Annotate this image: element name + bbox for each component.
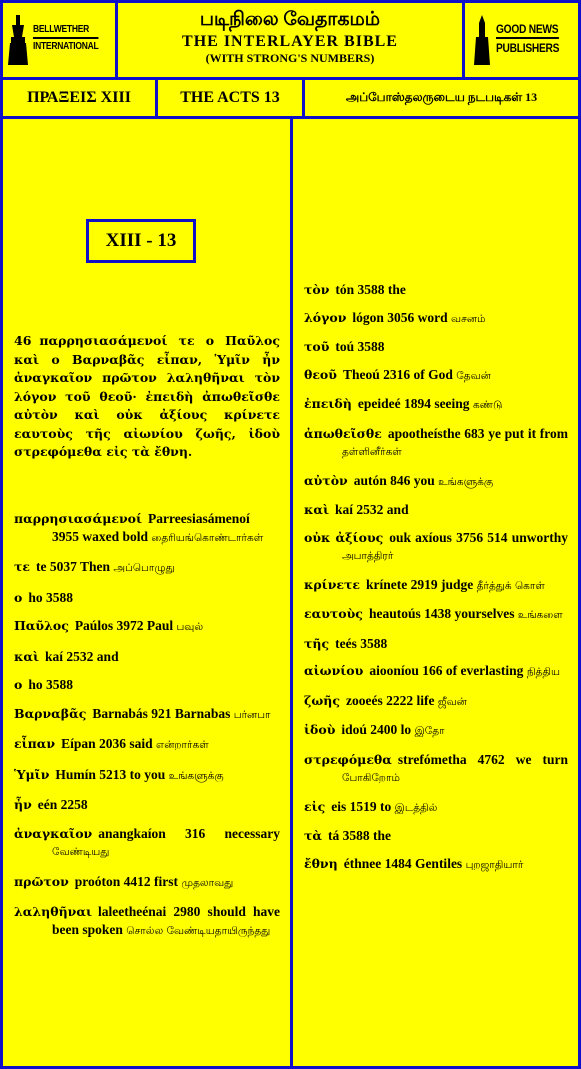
word-entry bbox=[304, 662, 568, 682]
word-entry bbox=[304, 529, 568, 566]
transliteration-gloss: tá 3588 the bbox=[328, 828, 392, 843]
tamil-gloss: தீர்த்துக் கொள் bbox=[476, 579, 545, 592]
logo-line-2: INTERNATIONAL bbox=[33, 41, 99, 52]
logo-line-1: BELLWETHER bbox=[33, 24, 98, 39]
greek-word: παρρησιασάμενοί bbox=[14, 511, 143, 526]
word-entry bbox=[304, 366, 568, 386]
greek-word: τῆς bbox=[304, 635, 330, 651]
word-entry bbox=[304, 501, 568, 519]
word-entry bbox=[304, 472, 568, 492]
good-news-logo-box bbox=[462, 0, 581, 80]
word-entry bbox=[304, 425, 568, 462]
tamil-gloss: அபாத்திரர் bbox=[342, 550, 394, 562]
greek-word: αἰωνίου bbox=[304, 663, 364, 678]
tower-icon bbox=[472, 15, 492, 65]
logo-line-2: PUBLISHERS bbox=[496, 41, 560, 55]
transliteration-gloss: heautoús 1438 yourselves bbox=[368, 606, 518, 621]
greek-word: λόγον bbox=[304, 309, 347, 325]
transliteration-gloss: Humín 5213 to you bbox=[55, 766, 169, 782]
tamil-gloss: ஜீவன் bbox=[437, 695, 467, 708]
word-entry bbox=[14, 903, 280, 940]
tamil-gloss: உங்களுக்கு bbox=[168, 769, 224, 782]
word-entry bbox=[304, 751, 568, 788]
transliteration-gloss: proóton 4412 first bbox=[74, 873, 182, 889]
transliteration-gloss: Eípan 2036 said bbox=[61, 736, 157, 751]
transliteration-gloss: tón 3588 the bbox=[335, 282, 406, 297]
english-book-label: THE ACTS 13 bbox=[180, 89, 280, 106]
word-entry bbox=[14, 705, 280, 725]
right-word-list bbox=[304, 281, 568, 884]
greek-word: λαληθῆναι bbox=[14, 904, 93, 919]
word-entry bbox=[14, 510, 280, 547]
word-entry bbox=[304, 338, 568, 356]
tamil-gloss: தள்ளினீர்கள் bbox=[342, 446, 402, 458]
greek-word: αὐτὸν bbox=[304, 472, 348, 488]
tamil-gloss: கண்டு bbox=[472, 399, 503, 411]
greek-word: θεοῦ bbox=[304, 366, 337, 382]
title-tamil: படிநிலை வேதாகமம் bbox=[199, 9, 381, 30]
word-entry bbox=[304, 576, 568, 596]
transliteration-gloss: ho 3588 bbox=[28, 589, 73, 605]
word-entry bbox=[304, 798, 568, 818]
greek-word: ἀπωθεῖσθε bbox=[304, 425, 382, 441]
tamil-gloss: பவுல் bbox=[176, 621, 204, 633]
word-entry bbox=[14, 617, 280, 637]
greek-word: οὐκ ἀξίους bbox=[304, 529, 384, 545]
verse-number: 46 bbox=[14, 333, 32, 348]
good-news-logo-text bbox=[496, 22, 559, 58]
transliteration-gloss: ho 3588 bbox=[28, 677, 73, 692]
greek-word: πρῶτον bbox=[14, 873, 69, 889]
greek-word: τὸν bbox=[304, 282, 330, 297]
title-box bbox=[115, 0, 465, 80]
transliteration-gloss: Paúlos 3972 Paul bbox=[74, 618, 177, 633]
tamil-gloss: முதலாவது bbox=[181, 876, 234, 889]
logo-line-1: GOOD NEWS bbox=[496, 22, 559, 39]
greek-word: τοῦ bbox=[304, 339, 330, 354]
tamil-gloss: புறஜாதியார் bbox=[465, 858, 524, 871]
transliteration-gloss: ouk axíous 3756 514 unworthy bbox=[389, 529, 568, 545]
tamil-gloss: வேண்டியது bbox=[52, 846, 110, 858]
greek-book-label-box bbox=[0, 77, 158, 119]
greek-word: ζωῆς bbox=[304, 692, 341, 708]
tamil-gloss: போகிறோம் bbox=[342, 772, 400, 784]
word-entry bbox=[304, 395, 568, 415]
tamil-gloss: என்றார்கள் bbox=[156, 739, 209, 751]
word-entry bbox=[14, 766, 280, 786]
verse-text bbox=[14, 332, 280, 462]
greek-word: ο bbox=[14, 677, 23, 692]
transliteration-gloss: anangkaíon 316 necessary bbox=[98, 825, 280, 841]
greek-word: στρεφόμεθα bbox=[304, 751, 392, 767]
tamil-gloss: நித்திய bbox=[526, 666, 560, 678]
word-entry bbox=[14, 796, 280, 814]
tamil-gloss: வசனம் bbox=[451, 312, 486, 325]
greek-word: ἦν bbox=[14, 797, 32, 812]
transliteration-gloss: krínete 2919 judge bbox=[366, 576, 477, 592]
word-entry bbox=[14, 558, 280, 578]
greek-word: ἀναγκαῖον bbox=[14, 825, 93, 841]
transliteration-gloss: éthnee 1484 Gentiles bbox=[343, 855, 466, 871]
english-book-label-box bbox=[155, 77, 305, 119]
transliteration-gloss: Barnabás 921 Barnabas bbox=[92, 705, 234, 721]
word-entry bbox=[14, 676, 280, 694]
transliteration-gloss: aiooníou 166 of everlasting bbox=[369, 663, 527, 678]
transliteration-gloss: toú 3588 bbox=[335, 339, 385, 354]
word-entry bbox=[14, 825, 280, 862]
word-entry bbox=[304, 635, 568, 653]
word-entry bbox=[14, 589, 280, 607]
tamil-book-label: அப்போஸ்தலருடைய நடபடிகள் 13 bbox=[345, 90, 538, 104]
good-news-logo bbox=[472, 15, 570, 65]
greek-word: Βαρναβᾶς bbox=[14, 705, 87, 721]
greek-word: εαυτοὺς bbox=[304, 606, 363, 621]
greek-word: εἶπαν bbox=[14, 736, 56, 751]
tamil-gloss: இடத்தில் bbox=[394, 801, 438, 814]
transliteration-gloss: strefómetha 4762 we turn bbox=[397, 751, 568, 767]
greek-word: κρίνετε bbox=[304, 576, 361, 592]
greek-word: Ὑμῖν bbox=[14, 766, 50, 782]
word-entry bbox=[304, 692, 568, 712]
tamil-gloss: இதோ bbox=[414, 725, 445, 737]
transliteration-gloss: eén 2258 bbox=[37, 797, 88, 812]
bellwether-logo bbox=[7, 15, 110, 65]
bellwether-logo-text bbox=[33, 24, 98, 56]
greek-word: Παῦλος bbox=[14, 618, 69, 633]
tamil-gloss: தேவன் bbox=[456, 369, 491, 382]
title-main: THE INTERLAYER BIBLE bbox=[182, 33, 398, 50]
transliteration-gloss: apootheísthe 683 ye put it from bbox=[387, 425, 568, 441]
bell-tower-icon bbox=[7, 15, 29, 65]
bellwether-logo-box bbox=[0, 0, 118, 80]
word-entry bbox=[304, 855, 568, 875]
greek-word: ἔθνη bbox=[304, 855, 338, 871]
transliteration-gloss: kaí 2532 and bbox=[335, 502, 409, 517]
tamil-gloss: அப்பொழுது bbox=[113, 562, 175, 574]
word-entry bbox=[304, 281, 568, 299]
transliteration-gloss: epeideé 1894 seeing bbox=[357, 396, 473, 411]
transliteration-gloss: Parreesiasámenoí 3955 waxed bold bbox=[52, 511, 250, 544]
transliteration-gloss: lógon 3056 word bbox=[352, 309, 452, 325]
greek-word: τε bbox=[14, 559, 31, 574]
word-entry bbox=[304, 605, 568, 625]
greek-word: καὶ bbox=[304, 502, 330, 517]
transliteration-gloss: idoú 2400 lo bbox=[341, 722, 415, 737]
title-sub: (WITH STRONG'S NUMBERS) bbox=[205, 51, 375, 65]
left-word-list bbox=[14, 510, 280, 951]
word-entry bbox=[304, 827, 568, 845]
tamil-gloss: பர்னபா bbox=[233, 708, 271, 721]
word-entry bbox=[14, 735, 280, 755]
verse-body: παρρησιασάμενοί τε ο Παῦλος καὶ ο Βαρναβᾶς εἶπαν, Ὑμῖν ἦν ἀναγκαῖον πρῶτον λαληθῆναι τὸν λόγον τοῦ θεοῦ· ἐπειδὴ ἀπωθεῖσθε αὐτὸν καὶ οὐκ ἀξίους κρίνετε εαυτοὺς τῆς αἰωνίου ζωῆς, ἰδοὺ στρεφόμεθα εἰς τὰ ἔθνη. bbox=[14, 333, 280, 459]
greek-word: ἰδοὺ bbox=[304, 722, 336, 737]
transliteration-gloss: te 5037 Then bbox=[36, 559, 114, 574]
greek-word: εἰς bbox=[304, 798, 326, 814]
greek-word: καὶ bbox=[14, 648, 40, 664]
greek-book-label: ΠΡΑΞΕΙΣ XIII bbox=[27, 89, 131, 106]
transliteration-gloss: Theoú 2316 of God bbox=[342, 366, 457, 382]
transliteration-gloss: autón 846 you bbox=[353, 472, 439, 488]
tamil-gloss: சொல்ல வேண்டியதாயிருந்தது bbox=[126, 924, 271, 937]
tamil-gloss: தைரியங்கொண்டார்கள் bbox=[151, 531, 264, 544]
word-entry bbox=[304, 721, 568, 741]
transliteration-gloss: zooeés 2222 life bbox=[346, 692, 438, 708]
transliteration-gloss: kaí 2532 and bbox=[45, 648, 119, 664]
tamil-gloss: உங்களுக்கு bbox=[438, 475, 494, 488]
word-entry bbox=[14, 648, 280, 666]
tamil-gloss: உங்களை bbox=[517, 609, 563, 621]
greek-word: τὰ bbox=[304, 828, 323, 843]
transliteration-gloss: laleetheénai 2980 should have been spoken bbox=[52, 904, 280, 937]
word-entry bbox=[14, 873, 280, 893]
word-entry bbox=[304, 309, 568, 329]
greek-word: ἐπειδὴ bbox=[304, 396, 352, 411]
greek-word: ο bbox=[14, 589, 23, 605]
tamil-book-label-box bbox=[302, 77, 581, 119]
chapter-heading: XIII - 13 bbox=[86, 219, 196, 263]
transliteration-gloss: teés 3588 bbox=[335, 635, 388, 651]
transliteration-gloss: eis 1519 to bbox=[331, 798, 395, 814]
